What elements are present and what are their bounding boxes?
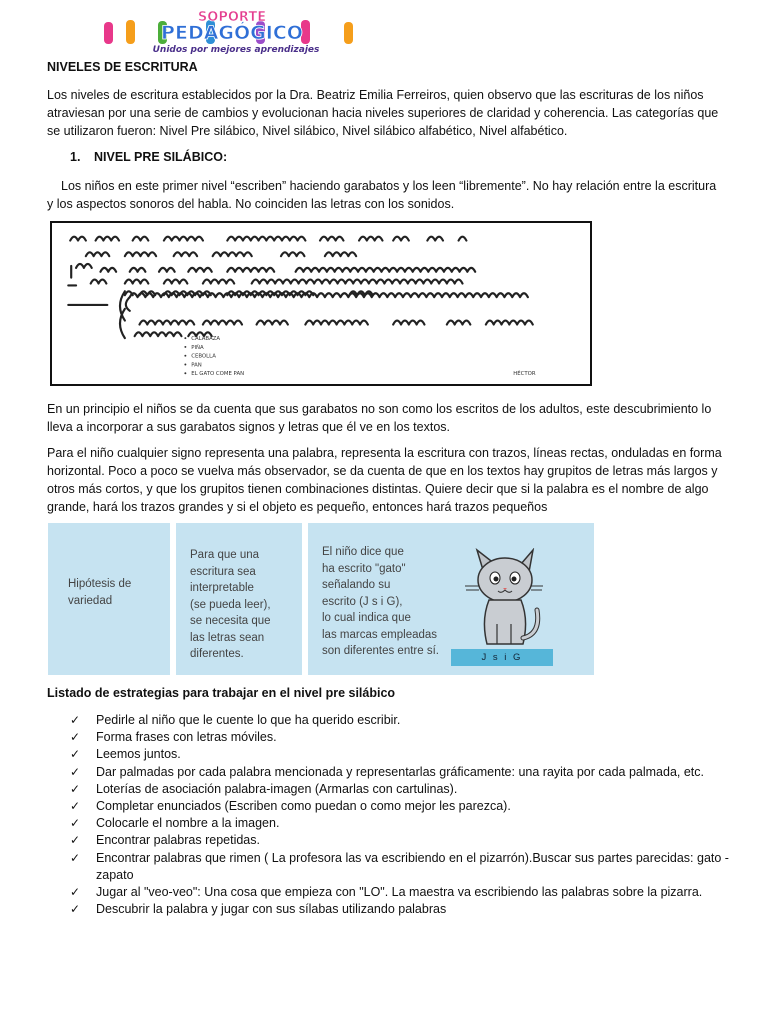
soporte-pedagogico-logo <box>96 8 368 56</box>
figure-box-explanation <box>176 523 302 675</box>
list-item-text: Descubrir la palabra y jugar con sus sílabas utilizando palabras <box>96 902 447 917</box>
logo-line2: PEDAGÓGICO <box>161 22 303 44</box>
list-item <box>70 712 730 729</box>
scribble-drawing <box>52 223 590 384</box>
check-icon: ✓ <box>70 781 81 796</box>
scribble-writing-image <box>50 221 592 386</box>
section-heading <box>70 150 227 164</box>
list-item <box>70 798 730 815</box>
list-item-text: Colocarle el nombre a la imagen. <box>96 816 280 831</box>
check-icon: ✓ <box>70 850 81 865</box>
strategies-list <box>70 712 730 918</box>
list-item <box>70 729 730 746</box>
list-item <box>70 781 730 798</box>
list-item <box>70 884 730 901</box>
section-number: 1. <box>70 150 81 164</box>
scribble-signature: HÉCTOR <box>513 371 536 378</box>
list-item-text: Dar palmadas por cada palabra mencionada y representarlas gráficamente: una rayita por cada palmada, etc. <box>96 764 704 779</box>
variety-hypothesis-figure <box>48 523 594 675</box>
list-item-text: Forma frases con letras móviles. <box>96 730 277 745</box>
page-title: NIVELES DE ESCRITURA <box>47 60 198 74</box>
strategies-title: Listado de estrategias para trabajar en el nivel pre silábico <box>47 686 396 700</box>
scribble-word-2: PIÑA <box>191 344 204 351</box>
section-paragraph: Los niños en este primer nivel “escriben” haciendo garabatos y los leen “libremente”. No hay relación entre la escritura y los aspectos sonoros del habla. No coinciden las letras con los sonidos. <box>47 179 717 211</box>
section-title: NIVEL PRE SILÁBICO: <box>94 150 228 164</box>
list-item <box>70 850 730 884</box>
list-item-text: Encontrar palabras repetidas. <box>96 833 260 848</box>
check-icon: ✓ <box>70 747 81 762</box>
figure-box-example <box>308 523 594 675</box>
scribble-word-3: CEBOLLA <box>191 353 216 360</box>
figure-box-explanation-text: Para que una escritura sea interpretable (se pueda leer), se necesita que las letras sean diferentes. <box>190 549 271 660</box>
list-item-text: Completar enunciados (Escriben como puedan o como mejor les parezca). <box>96 799 511 814</box>
check-icon: ✓ <box>70 885 81 900</box>
list-item <box>70 746 730 763</box>
logo-graphic <box>96 8 368 56</box>
check-icon: ✓ <box>70 833 81 848</box>
scribble-word-1: CALABAZA <box>191 336 221 343</box>
list-item <box>70 764 730 781</box>
list-item <box>70 832 730 849</box>
check-icon: ✓ <box>70 764 81 779</box>
check-icon: ✓ <box>70 816 81 831</box>
figure-box-example-text: El niño dice que ha escrito "gato" señalando su escrito (J s i G), lo cual indica que las marcas empleadas son diferentes entre sí. <box>322 546 439 657</box>
scribble-word-4: PAN <box>191 362 202 369</box>
jsig-label: J s i G <box>451 649 553 666</box>
check-icon: ✓ <box>70 799 81 814</box>
sign-paragraph: Para el niño cualquier signo representa una palabra, representa la escritura con trazos, líneas rectas, onduladas en forma horizontal. Poco a poco se vuelva más observador, se da cuenta de que en los textos hay grupitos de letras más largos y otros más cortos, y que los grupitos tienen combinaciones distintas. Quiere decir que si la palabra es el nombre de algo grande, hará los trazos grandes y si el objeto es pequeño, entonces hará trazos pequeños <box>47 446 722 514</box>
list-item-text: Leemos juntos. <box>96 747 181 762</box>
list-item <box>70 815 730 832</box>
intro-paragraph: Los niveles de escritura establecidos por la Dra. Beatriz Emilia Ferreiros, quien observo que las escrituras de los niños atraviesan por una serie de cambios y evolucionan hacia niveles superiores de claridad y coherencia. Las categorías que se utilizaron fueron: Nivel Pre silábico, Nivel silábico, Nivel silábico alfabético, Nivel alfabético. <box>47 88 719 138</box>
figure-box-hypothesis <box>48 523 170 675</box>
list-item-text: Jugar al "veo-veo": Una cosa que empieza con "LO". La maestra va escribiendo las palabras sobre la pizarra. <box>96 885 703 900</box>
cat-icon <box>463 548 543 658</box>
check-icon: ✓ <box>70 730 81 745</box>
list-item <box>70 901 730 918</box>
logo-tagline: Unidos por mejores aprendizajes <box>152 45 320 55</box>
scribble-word-5: EL GATO COME PAN <box>191 371 245 378</box>
list-item-text: Loterías de asociación palabra-imagen (Armarlas con cartulinas). <box>96 781 458 796</box>
figure-box-hypothesis-text: Hipótesis de variedad <box>68 578 132 607</box>
check-icon: ✓ <box>70 902 81 917</box>
discovery-paragraph: En un principio el niños se da cuenta que sus garabatos no son como los escritos de los adultos, este descubrimiento lo lleva a incorporar a sus garabatos signos y letras que él ve en los textos. <box>47 402 712 434</box>
list-item-text: Encontrar palabras que rimen ( La profesora las va escribiendo en el pizarrón).Buscar sus partes parecidas: gato - zapato <box>96 850 729 882</box>
list-item-text: Pedirle al niño que le cuente lo que ha querido escribir. <box>96 713 401 727</box>
check-icon: ✓ <box>70 713 81 727</box>
logo-line1: SOPORTE <box>197 10 267 25</box>
